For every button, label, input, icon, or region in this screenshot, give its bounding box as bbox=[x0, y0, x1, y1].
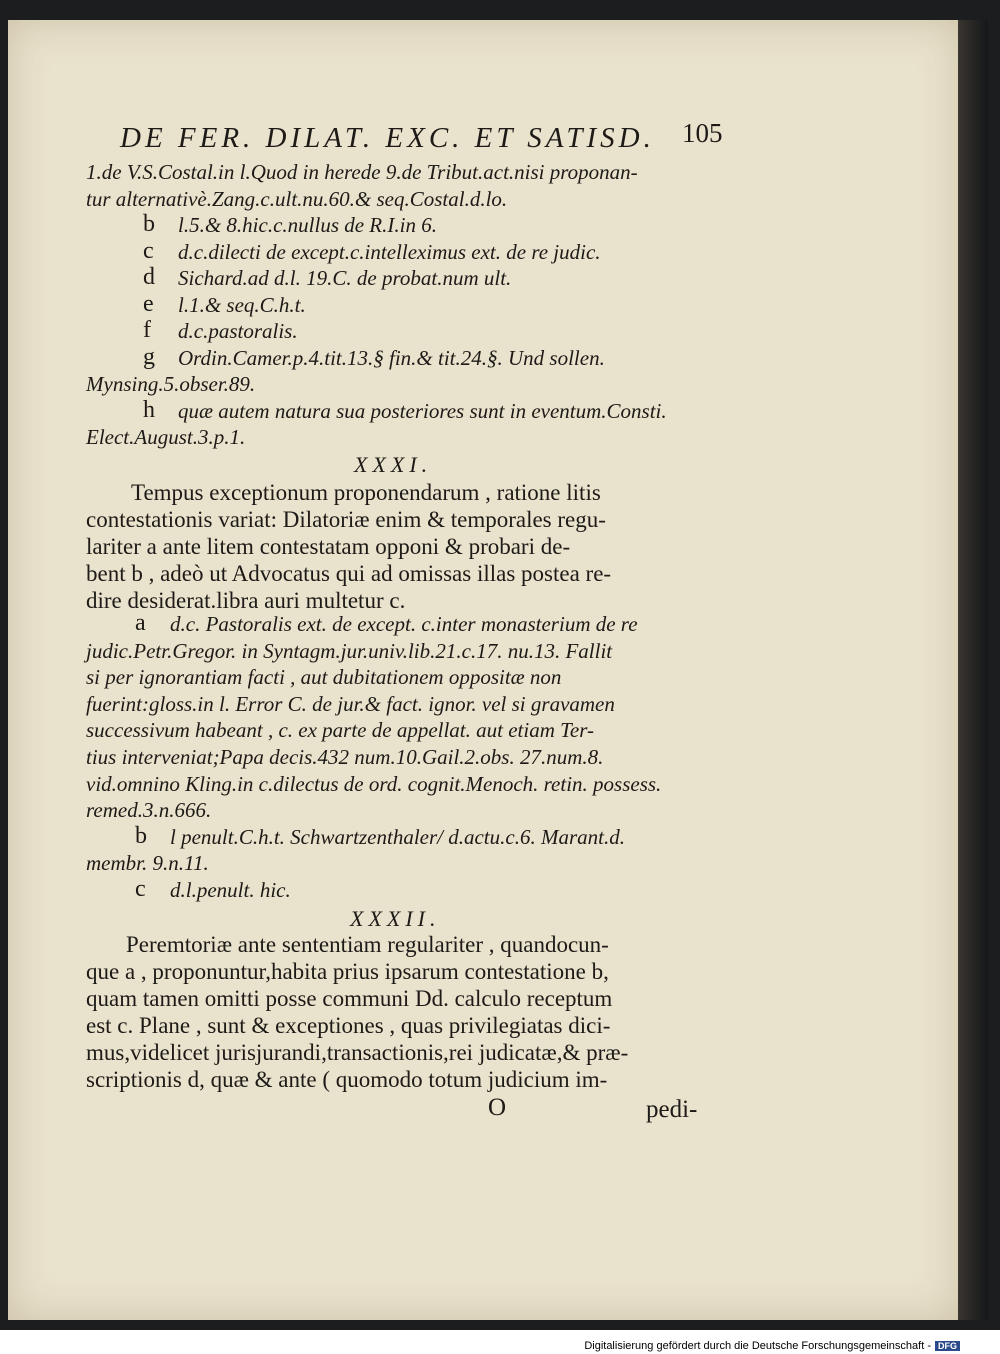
footnote-line: d.l.penult. hic. bbox=[170, 878, 291, 902]
footnote-line: judic.Petr.Gregor. in Syntagm.jur.univ.lib.21.c.17. nu.13. Fallit bbox=[86, 638, 613, 663]
body-line: Tempus exceptionum proponendarum , ratione litis bbox=[131, 480, 601, 505]
footer-text: Digitalisierung gefördert durch die Deutsche Forschungsgemeinschaft - bbox=[584, 1340, 931, 1352]
footnote-letter: c bbox=[135, 876, 146, 902]
body-line: est c. Plane , sunt & exceptiones , quas privilegiatas dici- bbox=[86, 1013, 611, 1038]
footnote-line: successivum habeant , c. ex parte de appellat. aut etiam Ter- bbox=[86, 718, 594, 743]
catchword: pedi- bbox=[646, 1096, 698, 1123]
footnote-line: remed.3.n.666. bbox=[86, 798, 212, 823]
footnote-letter: a bbox=[135, 610, 146, 636]
signature-mark: O bbox=[488, 1094, 507, 1121]
footnote-line: Sichard.ad d.l. 19.C. de probat.num ult. bbox=[178, 266, 512, 290]
footnote-line: d.c.dilecti de except.c.intelleximus ext. de re judic. bbox=[178, 239, 601, 264]
footnote-letter: d bbox=[143, 264, 155, 290]
footnote-line: vid.omnino Kling.in c.dilectus de ord. cognit.Menoch. retin. possess. bbox=[86, 771, 662, 796]
body-line: lariter a ante litem contestatam opponi & probari de- bbox=[86, 534, 571, 559]
footnote-line: fuerint:gloss.in l. Error C. de jur.& fact. ignor. vel si gravamen bbox=[86, 691, 615, 716]
footnote-line: l penult.C.h.t. Schwartzenthaler/ d.actu.c.6. Marant.d. bbox=[170, 824, 625, 849]
footnote-letter: f bbox=[143, 317, 151, 343]
footnote-line: tius interveniat;Papa decis.432 num.10.Gail.2.obs. 27.num.8. bbox=[86, 745, 604, 769]
footnote-line: si per ignorantiam facti , aut dubitationem oppositæ non bbox=[86, 665, 562, 690]
footnote-letter: b bbox=[143, 211, 155, 237]
footnote-line: l.5.& 8.hic.c.nullus de R.I.in 6. bbox=[178, 213, 437, 237]
footnote-letter: g bbox=[143, 343, 155, 370]
body-line: bent b , adeò ut Advocatus qui ad omissas illas postea re- bbox=[86, 561, 612, 586]
running-header: DE FER. DILAT. EXC. ET SATISD. bbox=[120, 122, 655, 154]
body-line: mus,videlicet jurisjurandi,transactionis,rei judicatæ,& præ- bbox=[86, 1040, 629, 1065]
footnote-letter: b bbox=[135, 822, 147, 849]
section-heading-31: XXXI. bbox=[354, 452, 433, 477]
footnote-line: Mynsing.5.obser.89. bbox=[86, 372, 256, 396]
body-line: Peremtoriæ ante sententiam regulariter , quandocun- bbox=[126, 932, 609, 957]
footnote-line: quæ autem natura sua posteriores sunt in eventum.Consti. bbox=[178, 398, 667, 423]
footnote-letter: e bbox=[143, 290, 154, 317]
footnote-line: d.c.pastoralis. bbox=[178, 319, 298, 343]
footnote-letter: c bbox=[143, 237, 154, 264]
body-line: dire desiderat.libra auri multetur c. bbox=[86, 588, 406, 613]
body-line: que a , proponuntur,habita prius ipsarum contestatione b, bbox=[86, 959, 609, 984]
footnote-line: d.c. Pastoralis ext. de except. c.inter monasterium de re bbox=[170, 612, 638, 636]
page-edge-shadow bbox=[958, 20, 988, 1320]
footnote-line: Ordin.Camer.p.4.tit.13.§ fin.& tit.24.§. Und sollen. bbox=[178, 345, 605, 370]
footnote-line: l.1.& seq.C.h.t. bbox=[178, 292, 306, 317]
footnote-line: 1.de V.S.Costal.in l.Quod in herede 9.de Tribut.act.nisi proponan- bbox=[86, 160, 638, 184]
dfg-logo: DFG bbox=[935, 1341, 960, 1351]
body-line: quam tamen omitti posse communi Dd. calculo receptum bbox=[86, 986, 613, 1011]
body-line: scriptionis d, quæ & ante ( quomodo totum judicium im- bbox=[86, 1067, 608, 1092]
footnote-line: membr. 9.n.11. bbox=[86, 851, 209, 876]
page-number: 105 bbox=[682, 118, 723, 148]
footnote-line: tur alternativè.Zang.c.ult.nu.60.& seq.Costal.d.lo. bbox=[86, 186, 508, 211]
footnote-line: Elect.August.3.p.1. bbox=[86, 425, 246, 449]
body-line: contestationis variat: Dilatoriæ enim & temporales regu- bbox=[86, 507, 606, 532]
section-heading-32: XXXII. bbox=[350, 906, 441, 931]
digitization-footer bbox=[584, 1340, 960, 1352]
footnote-letter: h bbox=[143, 396, 155, 423]
